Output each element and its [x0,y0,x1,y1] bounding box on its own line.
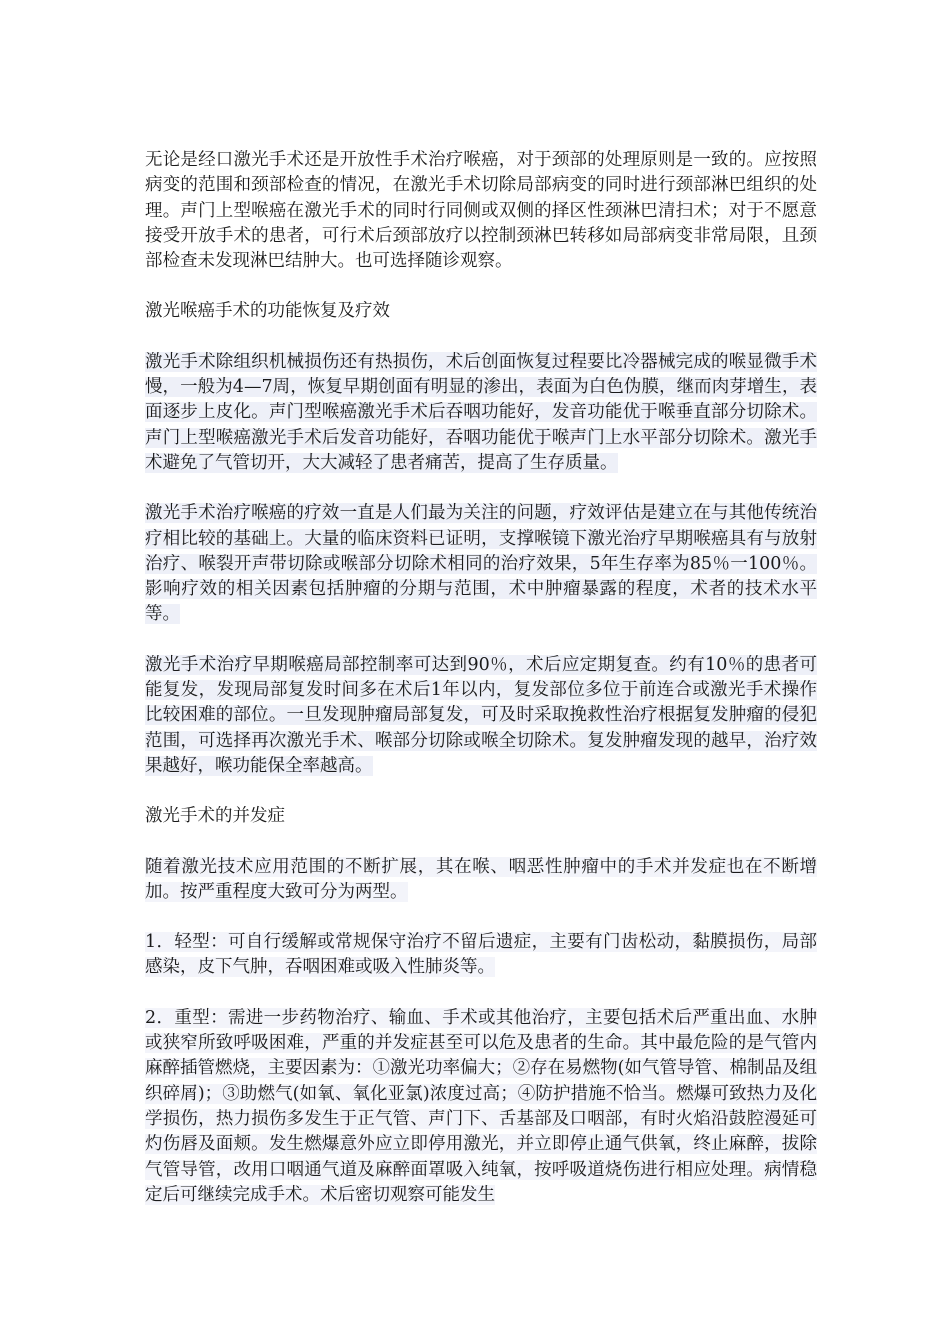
highlighted-text: 1．轻型：可自行缓解或常规保守治疗不留后遗症，主要有门齿松动，黏膜损伤，局部感染，皮下气肿，吞咽困难或吸入性肺炎等。 [145,932,817,978]
section-heading-function-recovery [145,299,817,324]
paragraph-severe-type [145,1006,817,1208]
paragraph-neck-treatment [145,148,817,274]
paragraph-recovery [145,350,817,476]
highlighted-text: 激光手术除组织机械损伤还有热损伤，术后创面恢复过程要比冷器械完成的喉显微手术慢，一般为4—7周，恢复早期创面有明显的渗出，表面为白色伪膜，继而肉芽增生，表面逐步上皮化。声门型喉癌激光手术后吞咽功能好，发音功能优于喉垂直部分切除术。声门上型喉癌激光手术后发音功能好，吞咽功能优于喉声门上水平部分切除术。激光手术避免了气管切开，大大减轻了患者痛苦，提高了生存质量。 [145,351,817,473]
highlighted-text: 激光手术治疗喉癌的疗效一直是人们最为关注的问题，疗效评估是建立在与其他传统治疗相比较的基础上。大量的临床资料已证明，支撑喉镜下激光治疗早期喉癌具有与放射治疗、喉裂开声带切除或喉部分切除术相同的治疗效果，5年生存率为85％一100％。影响疗效的相关因素包括肿瘤的分期与范围，术中肿瘤暴露的程度，术者的技术水平等。 [145,503,817,625]
highlighted-text: 随着激光技术应用范围的不断扩展，其在喉、咽恶性肿瘤中的手术并发症也在不断增加。按严重程度大致可分为两型。 [145,856,817,902]
highlighted-text: 2．重型：需进一步药物治疗、输血、手术或其他治疗，主要包括术后严重出血、水肿或狭窄所致呼吸困难，严重的并发症甚至可以危及患者的生命。其中最危险的是气管内麻醉插管燃烧，主要因素为：①激光功率偏大；②存在易燃物(如气管导管、棉制品及组织碎屑)；③助燃气(如氧、氧化亚氯)浓度过高；④防护措施不恰当。燃爆可致热力及化学损伤，热力损伤多发生于正气管、声门下、舌基部及口咽部，有时火焰沿鼓腔漫延可灼伤唇及面颊。发生燃爆意外应立即停用激光，并立即停止通气供氧，终止麻醉，拔除气管导管，改用口咽通气道及麻醉面罩吸入纯氧，按呼吸道烧伤进行相应处理。病情稳定后可继续完成手术。术后密切观察可能发生 [145,1007,817,1205]
paragraph-text: 无论是经口激光手术还是开放性手术治疗喉癌，对于颈部的处理原则是一致的。应按照病变的范围和颈部检查的情况，在激光手术切除局部病变的同时进行颈部淋巴组织的处理。声门上型喉癌在激光手术的同时行同侧或双侧的择区性颈淋巴清扫术；对于不愿意接受开放手术的患者，可行术后颈部放疗以控制颈淋巴转移如局部病变非常局限，且颈部检查未发现淋巴结肿大。也可选择随诊观察。 [145,150,817,272]
highlighted-text: 激光手术治疗早期喉癌局部控制率可达到90％，术后应定期复查。约有10％的患者可能复发，发现局部复发时间多在术后1年以内，复发部位多位于前连合或激光手术操作比较困难的部位。一旦发现肿瘤局部复发，可及时采取挽救性治疗根据复发肿瘤的侵犯范围，可选择再次激光手术、喉部分切除或喉全切除术。复发肿瘤发现的越早，治疗效果越好，喉功能保全率越高。 [145,654,817,776]
heading-text: 激光喉癌手术的功能恢复及疗效 [145,301,390,322]
document-body [145,148,817,1233]
heading-text: 激光手术的并发症 [145,806,285,827]
paragraph-mild-type [145,930,817,981]
paragraph-efficacy [145,501,817,627]
paragraph-complications-intro [145,855,817,906]
paragraph-local-control [145,653,817,779]
section-heading-complications [145,804,817,829]
